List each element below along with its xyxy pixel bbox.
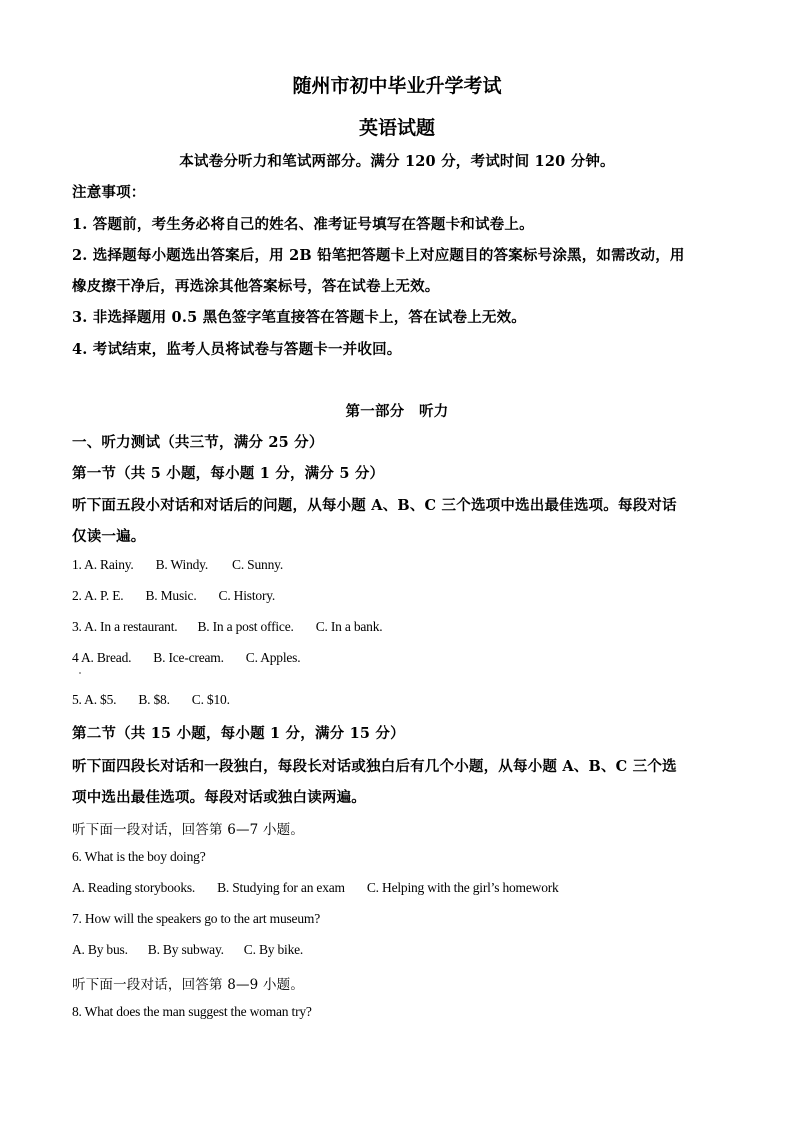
listening-section-heading: 一、听力测试（共三节，满分 25 分） — [72, 434, 324, 451]
exam-subtitle: 英语试题 — [358, 117, 435, 139]
notice-item-1: 1. 答题前，考生务必将自己的姓名、准考证号填写在答题卡和试卷上。 — [72, 216, 534, 233]
question-7-stem: 7. How will the speakers go to the art museum? — [72, 911, 320, 926]
q7-option-b: B. By subway. — [147, 942, 224, 957]
q5-option-b: B. $8. — [138, 692, 170, 707]
q3-option-c: C. In a bank. — [315, 619, 383, 634]
q4-option-b: B. Ice-cream. — [153, 650, 224, 665]
sec2-instruction: 听下面四段长对话和一段独白，每段长对话或独白后有几个小题，从每小题 A、B、C 三个选 — [72, 758, 677, 775]
q4-option-c: C. Apples. — [245, 650, 301, 665]
question-7-options — [72, 942, 303, 958]
dialog2-intro: 听下面一段对话，回答第 8—9 小题。 — [72, 977, 305, 993]
sec1-instruction: 听下面五段小对话和对话后的问题，从每小题 A、B、C 三个选项中选出最佳选项。每段对话 — [72, 497, 677, 514]
sec1-heading: 第一节（共 5 小题，每小题 1 分，满分 5 分） — [72, 465, 385, 482]
q7-option-a: A. By bus. — [72, 942, 128, 957]
exam-intro: 本试卷分听力和笔试两部分。满分 120 分，考试时间 120 分钟。 — [179, 153, 615, 170]
notice-heading: 注意事项： — [72, 184, 146, 201]
sec2-instruction-cont: 项中选出最佳选项。每段对话或独白读两遍。 — [72, 789, 366, 806]
q4-option-a: 4 A. Bread. — [72, 650, 132, 665]
question-5 — [72, 692, 230, 708]
question-8-stem: 8. What does the man suggest the woman try? — [72, 1004, 312, 1019]
q3-option-b: B. In a post office. — [197, 619, 294, 634]
question-6-options — [72, 880, 559, 896]
stray-mark — [79, 672, 81, 674]
notice-item-3: 3. 非选择题用 0.5 黑色签字笔直接答在答题卡上，答在试卷上无效。 — [72, 309, 527, 326]
q1-option-a: 1. A. Rainy. — [72, 557, 134, 572]
question-6-stem: 6. What is the boy doing? — [72, 849, 206, 864]
notice-item-2-cont: 橡皮擦干净后，再选涂其他答案标号，答在试卷上无效。 — [72, 278, 440, 295]
q6-option-c: C. Helping with the girl’s homework — [366, 880, 559, 895]
question-4 — [72, 650, 300, 666]
notice-item-4: 4. 考试结束，监考人员将试卷与答题卡一并收回。 — [72, 341, 402, 358]
exam-title: 随州市初中毕业升学考试 — [292, 75, 502, 97]
dialog1-intro: 听下面一段对话，回答第 6—7 小题。 — [72, 822, 305, 838]
q3-option-a: 3. A. In a restaurant. — [72, 619, 178, 634]
q6-option-a: A. Reading storybooks. — [72, 880, 196, 895]
q1-option-b: B. Windy. — [155, 557, 209, 572]
notice-item-2: 2. 选择题每小题选出答案后，用 2B 铅笔把答题卡上对应题目的答案标号涂黑，如需改动，用 — [72, 247, 685, 264]
question-3 — [72, 619, 382, 635]
question-2 — [72, 588, 275, 604]
q6-option-b: B. Studying for an exam — [217, 880, 345, 895]
q2-option-c: C. History. — [218, 588, 276, 603]
question-1 — [72, 557, 283, 573]
q7-option-c: C. By bike. — [243, 942, 304, 957]
part1-heading: 第一部分 听力 — [345, 403, 449, 420]
q1-option-c: C. Sunny. — [232, 557, 283, 572]
sec1-instruction-cont: 仅读一遍。 — [72, 528, 146, 545]
q2-option-b: B. Music. — [145, 588, 197, 603]
q5-option-a: 5. A. $5. — [72, 692, 117, 707]
q2-option-a: 2. A. P. E. — [72, 588, 124, 603]
sec2-heading: 第二节（共 15 小题，每小题 1 分，满分 15 分） — [72, 725, 405, 742]
q5-option-c: C. $10. — [191, 692, 230, 707]
